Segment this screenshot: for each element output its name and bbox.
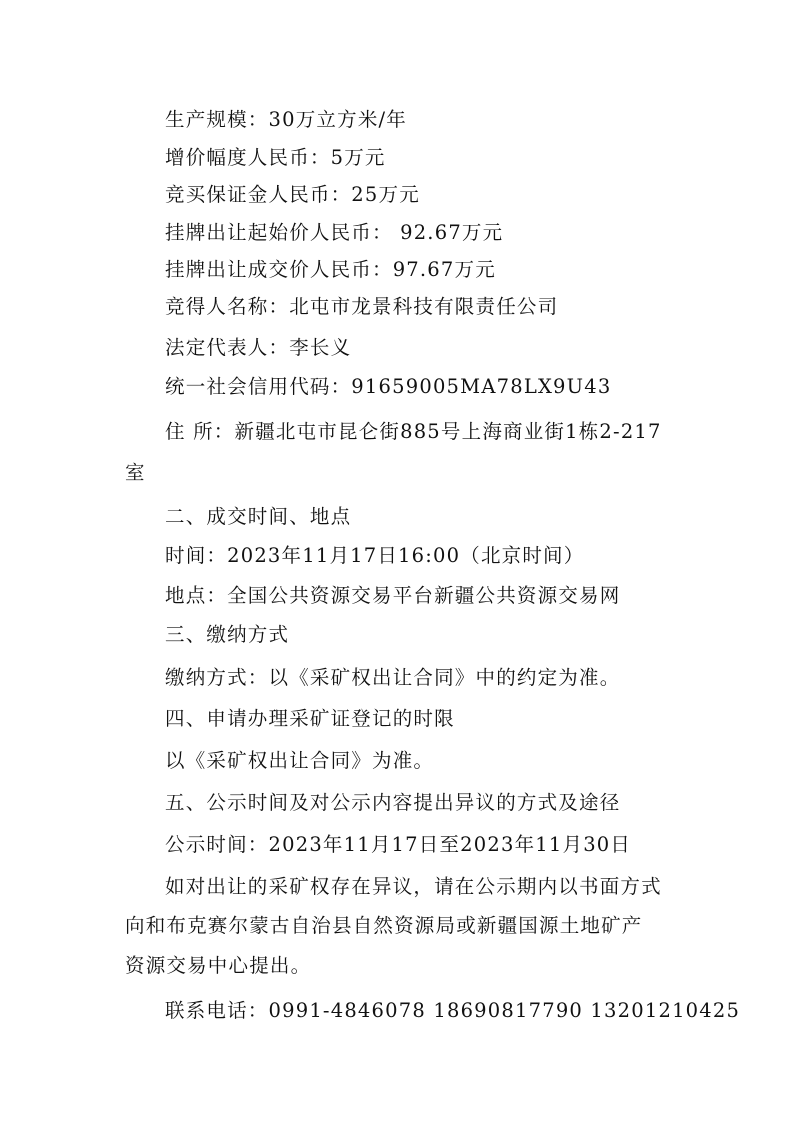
price-increment-line: 增价幅度人民币：5万元 <box>165 146 386 169</box>
address-line-continued: 室 <box>125 461 146 484</box>
credit-code-line: 统一社会信用代码：91659005MA78LX9U43 <box>165 375 612 398</box>
objection-line-3: 资源交易中心提出。 <box>125 954 312 977</box>
section-heading-2: 二、成交时间、地点 <box>165 505 352 528</box>
deposit-line: 竞买保证金人民币：25万元 <box>165 183 420 206</box>
section-heading-4: 四、申请办理采矿证登记的时限 <box>165 707 455 730</box>
transaction-place-line: 地点：全国公共资源交易平台新疆公共资源交易网 <box>165 584 621 607</box>
legal-representative-line: 法定代表人：李长义 <box>165 336 352 359</box>
publicity-period-line: 公示时间：2023年11月17日至2023年11月30日 <box>165 833 632 856</box>
objection-line-1: 如对出让的采矿权存在异议，请在公示期内以书面方式 <box>165 875 662 898</box>
transaction-time-line: 时间：2023年11月17日16:00（北京时间） <box>165 544 585 567</box>
production-scale-line: 生产规模：30万立方米/年 <box>165 108 407 131</box>
winner-name-line: 竞得人名称：北屯市龙景科技有限责任公司 <box>165 295 559 318</box>
payment-method-line: 缴纳方式：以《采矿权出让合同》中的约定为准。 <box>165 666 621 689</box>
address-line: 住 所：新疆北屯市昆仑街885号上海商业街1栋2-217 <box>165 420 662 443</box>
section-heading-5: 五、公示时间及对公示内容提出异议的方式及途径 <box>165 791 621 814</box>
contact-phone-line: 联系电话：0991-4846078 18690817790 13201210425 <box>165 999 741 1022</box>
starting-price-line: 挂牌出让起始价人民币： 92.67万元 <box>165 221 504 244</box>
objection-line-2: 向和布克赛尔蒙古自治县自然资源局或新疆国源土地矿产 <box>125 914 643 937</box>
final-price-line: 挂牌出让成交价人民币：97.67万元 <box>165 258 496 281</box>
section-heading-3: 三、缴纳方式 <box>165 623 290 646</box>
time-limit-line: 以《采矿权出让合同》为准。 <box>165 749 435 772</box>
